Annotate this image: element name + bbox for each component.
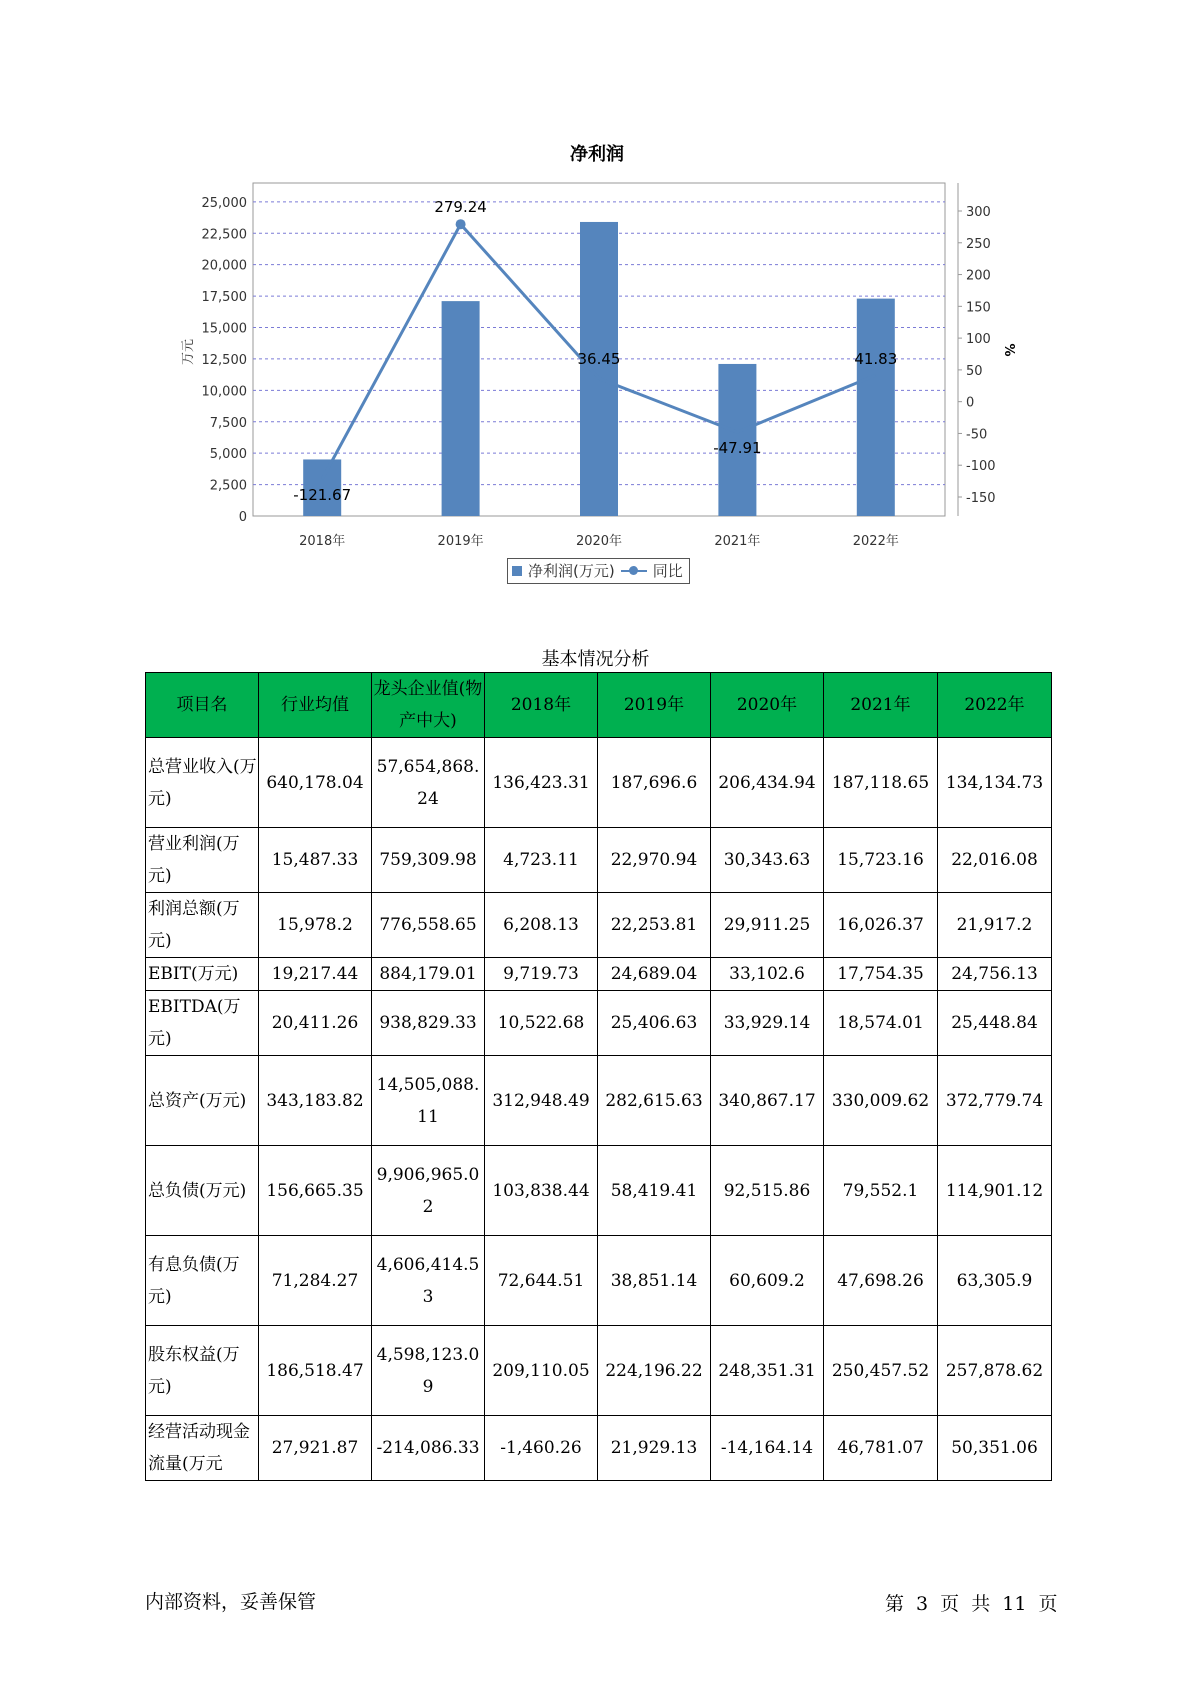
header-2020: 2020年 [711,673,824,738]
table-row [146,991,1052,1056]
right-tick-label: 250 [966,236,991,252]
value-cell: 282,615.63 [598,1056,711,1146]
value-cell: 759,309.98 [372,828,485,893]
value-cell: 187,696.6 [598,738,711,828]
value-cell: 18,574.01 [824,991,938,1056]
value-cell: 103,838.44 [485,1146,598,1236]
value-cell: 134,134.73 [938,738,1052,828]
value-cell: 15,978.2 [259,893,372,958]
left-tick-label: 5,000 [209,447,247,463]
value-cell: 312,948.49 [485,1056,598,1146]
footer-page-number: 第 3 页 共 11 页 [885,1593,1058,1615]
value-cell: 25,406.63 [598,991,711,1056]
left-tick-label: 20,000 [201,258,247,274]
value-cell: 33,102.6 [711,958,824,991]
value-cell: 884,179.01 [372,958,485,991]
net-profit-chart [0,0,1191,600]
value-cell: 19,217.44 [259,958,372,991]
value-cell: -14,164.14 [711,1416,824,1481]
x-axis-label: 2020年 [575,534,623,549]
header-2021: 2021年 [824,673,938,738]
right-tick-label: 300 [966,205,991,220]
value-cell: 10,522.68 [485,991,598,1056]
value-cell: 4,723.11 [485,828,598,893]
value-cell: 340,867.17 [711,1056,824,1146]
value-cell: 22,016.08 [938,828,1052,893]
value-cell: -1,460.26 [485,1416,598,1481]
header-2022: 2022年 [938,673,1052,738]
x-axis-label: 2022年 [852,534,899,549]
value-cell: 114,901.12 [938,1146,1052,1236]
right-tick-label: 200 [966,268,991,284]
value-cell: 4,598,123.09 [372,1326,485,1416]
value-cell: 29,911.25 [711,893,824,958]
value-cell: 343,183.82 [259,1056,372,1146]
left-tick-label: 25,000 [201,195,247,211]
row-label-cell: 总资产(万元) [146,1056,259,1146]
value-cell: 46,781.07 [824,1416,938,1481]
right-tick-label: -100 [966,459,996,475]
row-label-cell: EBIT(万元) [146,958,259,991]
header-leader-value: 龙头企业值(物产中大) [372,673,485,738]
right-axis-label: % [1001,343,1016,357]
left-tick-label: 2,500 [209,478,247,494]
value-cell: 206,434.94 [711,738,824,828]
value-cell: 9,719.73 [485,958,598,991]
row-label-cell: 利润总额(万元) [146,893,259,958]
row-label-cell: 总营业收入(万元) [146,738,259,828]
value-cell: 24,689.04 [598,958,711,991]
table-row [146,893,1052,958]
left-tick-label: 0 [238,510,247,525]
value-cell: -214,086.33 [372,1416,485,1481]
value-cell: 24,756.13 [938,958,1052,991]
value-cell: 63,305.9 [938,1236,1052,1326]
table-caption: 基本情况分析 [541,649,650,670]
bar-series [303,222,898,516]
value-cell: 22,253.81 [598,893,711,958]
value-cell: 186,518.47 [259,1326,372,1416]
value-cell: 372,779.74 [938,1056,1052,1146]
left-tick-label: 17,500 [201,290,247,306]
value-cell: 15,723.16 [824,828,938,893]
value-cell: 250,457.52 [824,1326,938,1416]
x-axis-label: 2021年 [714,534,761,549]
yoy-data-label: -121.67 [293,486,352,504]
value-cell: 20,411.26 [259,991,372,1056]
value-cell: 16,026.37 [824,893,938,958]
footer-confidential-note: 内部资料，妥善保管 [145,1591,317,1613]
table-row [146,1056,1052,1146]
bar-legend-label: 净利润(万元) [528,562,615,580]
row-label-cell: 有息负债(万元) [146,1236,259,1326]
value-cell: 330,009.62 [824,1056,938,1146]
row-label-cell: 营业利润(万元) [146,828,259,893]
value-cell: 58,419.41 [598,1146,711,1236]
value-cell: 92,515.86 [711,1146,824,1236]
right-tick-label: -50 [966,427,988,443]
value-cell: 938,829.33 [372,991,485,1056]
header-2018: 2018年 [485,673,598,738]
value-cell: 50,351.06 [938,1416,1052,1481]
value-cell: 9,906,965.02 [372,1146,485,1236]
value-cell: 71,284.27 [259,1236,372,1326]
value-cell: 21,929.13 [598,1416,711,1481]
profit-bar [580,222,618,516]
table-row [146,738,1052,828]
value-cell: 156,665.35 [259,1146,372,1236]
row-label-cell: 总负债(万元) [146,1146,259,1236]
x-axis-label: 2019年 [437,534,484,549]
value-cell: 248,351.31 [711,1326,824,1416]
value-cell: 15,487.33 [259,828,372,893]
line-legend-label: 同比 [652,562,683,580]
table-row [146,828,1052,893]
left-axis-ticks [202,196,248,525]
yoy-peak-point [456,219,466,229]
row-label-cell: 股东权益(万元) [146,1326,259,1416]
value-cell: 776,558.65 [372,893,485,958]
left-tick-label: 7,500 [209,415,247,431]
right-tick-label: 0 [966,395,975,411]
value-cell: 17,754.35 [824,958,938,991]
left-tick-label: 22,500 [201,227,247,243]
value-cell: 640,178.04 [259,738,372,828]
value-cell: 4,606,414.53 [372,1236,485,1326]
left-tick-label: 10,000 [201,384,247,400]
row-label-cell: EBITDA(万元) [146,991,259,1056]
value-cell: 22,970.94 [598,828,711,893]
value-cell: 27,921.87 [259,1416,372,1481]
row-label-cell: 经营活动现金流量(万元 [146,1416,259,1481]
value-cell: 187,118.65 [824,738,938,828]
value-cell: 136,423.31 [485,738,598,828]
header-item-name: 项目名 [146,673,259,738]
table-row [146,1146,1052,1236]
line-legend-swatch [621,565,647,577]
chart-legend [507,558,690,584]
bar-legend-swatch [512,566,522,576]
right-tick-label: -150 [966,491,996,506]
profit-bar [857,299,895,516]
chart-title: 净利润 [570,144,624,165]
left-tick-label: 15,000 [201,321,247,337]
yoy-data-label: -47.91 [713,439,762,457]
value-cell: 79,552.1 [824,1146,938,1236]
table-header-row [146,673,1052,738]
table-row [146,1416,1052,1481]
profit-bar [442,301,480,516]
value-cell: 224,196.22 [598,1326,711,1416]
value-cell: 30,343.63 [711,828,824,893]
value-cell: 257,878.62 [938,1326,1052,1416]
x-axis-label: 2018年 [299,534,346,549]
right-axis-ticks [958,205,996,506]
value-cell: 60,609.2 [711,1236,824,1326]
yoy-data-label: 279.24 [434,198,487,217]
value-cell: 209,110.05 [485,1326,598,1416]
header-2019: 2019年 [598,673,711,738]
left-axis-label: 万元 [181,338,196,366]
right-tick-label: 50 [966,363,983,379]
value-cell: 72,644.51 [485,1236,598,1326]
value-cell: 33,929.14 [711,991,824,1056]
basic-analysis-table [145,672,1052,1481]
right-tick-label: 100 [966,332,991,348]
value-cell: 14,505,088.11 [372,1056,485,1146]
table-row [146,958,1052,991]
right-tick-label: 150 [966,300,991,316]
value-cell: 25,448.84 [938,991,1052,1056]
yoy-data-label: 36.45 [577,350,621,368]
value-cell: 6,208.13 [485,893,598,958]
value-cell: 57,654,868.24 [372,738,485,828]
header-industry-average: 行业均值 [259,673,372,738]
table-row [146,1326,1052,1416]
value-cell: 47,698.26 [824,1236,938,1326]
left-tick-label: 12,500 [201,352,247,368]
value-cell: 38,851.14 [598,1236,711,1326]
value-cell: 21,917.2 [938,893,1052,958]
yoy-data-label: 41.83 [854,350,898,368]
table-row [146,1236,1052,1326]
x-axis-labels [299,533,899,549]
